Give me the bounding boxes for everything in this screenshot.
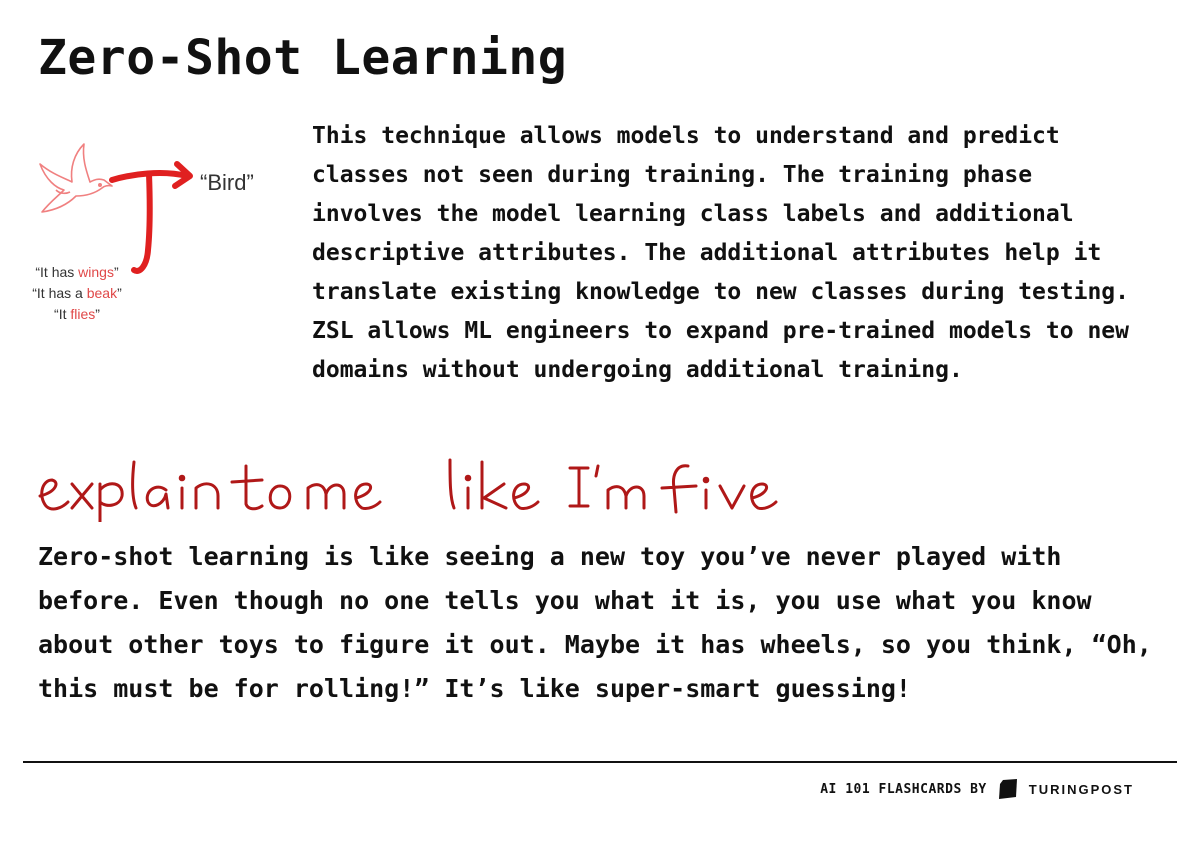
definition-text: This technique allows models to understand and predict classes not seen during training. The training phase involves the model learning class labels and additional descriptive attributes. The additional attributes help it translate existing knowledge to new classes during testing. ZSL allows ML engineers to expand pre-trained models to new domains without undergoing additional training. <box>312 123 1129 383</box>
footer-label: AI 101 FLASHCARDS BY <box>820 781 987 797</box>
bird-icon <box>40 144 112 212</box>
footer <box>820 778 1134 800</box>
zsl-illustration <box>12 130 297 330</box>
attribute-line: “It has wings” <box>35 264 119 280</box>
attribute-line: “It has a beak” <box>32 285 122 301</box>
attribute-list <box>12 262 142 325</box>
bird-label: “Bird” <box>200 170 254 195</box>
eli5-text: Zero-shot learning is like seeing a new toy you’ve never played with before. Even though no one tells you what it is, you use what you know about other toys to figure it out. Maybe it has wheels, so you think, “Oh, this must be for rolling!” It’s like super-smart guessing! <box>38 542 1152 703</box>
attribute-line: “It flies” <box>54 306 100 322</box>
page-title: Zero-Shot Learning <box>38 30 568 86</box>
eli5-heading <box>36 452 796 522</box>
footer-brand: TURINGPOST <box>1028 781 1134 797</box>
turingpost-logo-icon <box>997 778 1019 800</box>
footer-divider <box>23 761 1177 763</box>
arrow-icon <box>112 164 190 271</box>
